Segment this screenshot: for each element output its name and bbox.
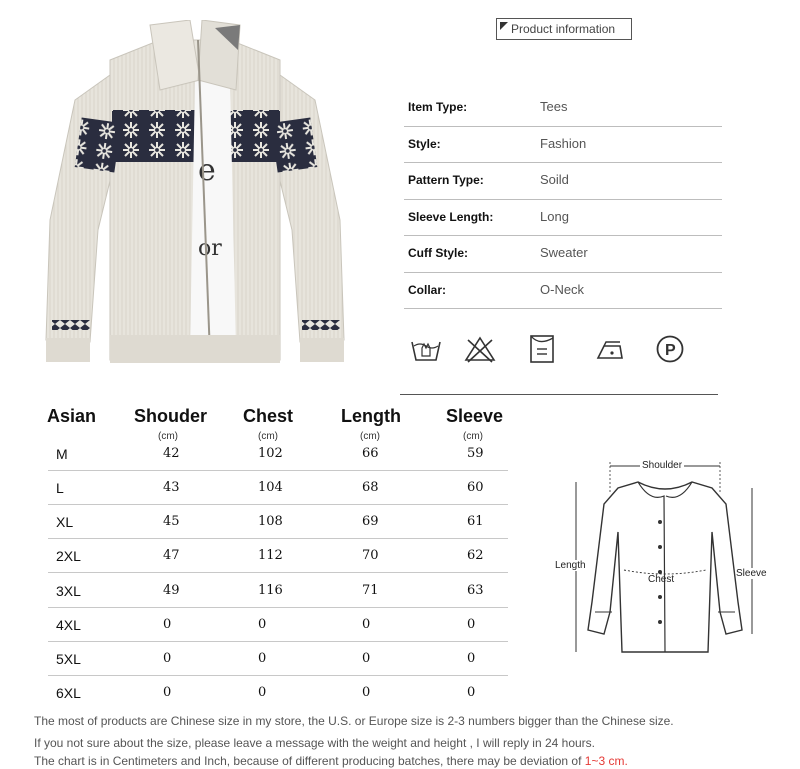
shoulder-label: Shoulder <box>642 460 683 471</box>
row-divider <box>48 572 508 573</box>
svg-text:e: e <box>198 153 216 188</box>
table-cell: 0 <box>258 685 267 700</box>
spec-row-item-type <box>404 90 722 127</box>
size-label: 3XL <box>56 583 81 599</box>
table-cell: 116 <box>258 583 283 598</box>
table-cell: 42 <box>163 446 180 461</box>
table-cell: 0 <box>163 617 172 632</box>
table-cell: 43 <box>163 480 180 495</box>
row-divider <box>48 538 508 539</box>
table-cell: 104 <box>258 480 283 495</box>
spec-label: Pattern Type: <box>408 173 484 187</box>
note-line-1: The most of products are Chinese size in my store, the U.S. or Europe size is 2-3 numbers bigger than the Chinese size. <box>34 714 674 728</box>
spec-row-collar <box>404 273 722 310</box>
spec-value: Fashion <box>540 135 587 151</box>
divider <box>400 394 718 395</box>
column-header-length: Length <box>341 406 401 426</box>
table-cell: 112 <box>258 548 283 563</box>
table-cell: 0 <box>163 685 172 700</box>
table-cell: 49 <box>163 583 180 598</box>
table-cell: 70 <box>362 548 379 563</box>
note-line-2: If you not sure about the size, please leave a message with the weight and height , I will reply in 24 hours. <box>34 736 595 750</box>
product-photo <box>40 20 350 370</box>
table-cell: 0 <box>258 651 267 666</box>
table-cell: 59 <box>467 446 484 461</box>
row-divider <box>48 470 508 471</box>
spec-row-style <box>404 127 722 164</box>
spec-value: Tees <box>540 99 568 114</box>
chest-label: Chest <box>648 574 675 585</box>
table-cell: 47 <box>163 548 180 563</box>
size-label: 5XL <box>56 651 81 667</box>
row-divider <box>48 675 508 676</box>
unit-label: (cm) <box>463 431 483 442</box>
row-divider <box>48 607 508 608</box>
table-cell: 0 <box>163 651 172 666</box>
hand-wash-icon <box>410 334 442 364</box>
spec-row-pattern-type <box>404 163 722 200</box>
table-cell: 60 <box>467 480 484 495</box>
column-header-sleeve: Sleeve <box>446 406 504 426</box>
table-cell: 66 <box>362 446 379 461</box>
row-divider <box>48 504 508 505</box>
table-cell: 61 <box>467 514 484 529</box>
spec-value: Long <box>540 208 569 224</box>
no-bleach-icon <box>464 334 496 364</box>
length-label: Length <box>555 560 586 571</box>
spec-value: O-Neck <box>540 281 585 297</box>
table-cell: 0 <box>362 685 371 700</box>
size-label: M <box>56 446 68 462</box>
row-divider <box>48 641 508 642</box>
table-cell: 0 <box>467 651 476 666</box>
table-cell: 108 <box>258 514 283 529</box>
table-cell: 0 <box>362 617 371 632</box>
iron-low-icon <box>594 334 626 364</box>
dry-clean-p-icon <box>654 334 686 364</box>
note-line-3 <box>34 754 628 768</box>
unit-label: (cm) <box>360 431 380 442</box>
spec-value: Sweater <box>540 245 588 260</box>
table-cell: 69 <box>362 514 379 529</box>
sleeve-label: Sleeve <box>736 568 767 579</box>
spec-label: Collar: <box>408 282 447 297</box>
size-label: 4XL <box>56 617 81 633</box>
spec-label: Item Type: <box>408 100 468 114</box>
table-cell: 0 <box>362 651 371 666</box>
spec-row-sleeve-length <box>404 200 722 237</box>
spec-label: Cuff Style: <box>408 246 468 260</box>
size-label: 6XL <box>56 685 81 701</box>
flag-icon <box>500 22 508 30</box>
size-label: L <box>56 480 64 496</box>
table-cell: 62 <box>467 548 484 563</box>
unit-label: (cm) <box>258 431 278 442</box>
spec-row-cuff-style <box>404 236 722 273</box>
table-cell: 45 <box>163 514 180 529</box>
table-cell: 0 <box>258 617 267 632</box>
table-cell: 63 <box>467 583 484 598</box>
table-cell: 0 <box>467 685 476 700</box>
svg-text:P: P <box>665 342 676 359</box>
measurement-diagram <box>540 452 776 657</box>
table-cell: 68 <box>362 480 379 495</box>
table-cell: 71 <box>362 583 379 598</box>
product-information-badge <box>496 18 632 40</box>
spec-label: Style: <box>408 136 441 151</box>
size-label: XL <box>56 514 74 530</box>
note-line-3-text: The chart is in Centimeters and Inch, because of different producing batches, there may be deviation of <box>34 754 585 768</box>
tumble-dry-icon <box>527 334 559 364</box>
table-cell: 102 <box>258 446 283 461</box>
spec-label: Sleeve Length: <box>408 209 494 224</box>
size-label: 2XL <box>56 548 81 564</box>
spec-value: Soild <box>540 172 569 187</box>
spec-list <box>404 90 722 309</box>
deviation-highlight: 1~3 cm. <box>584 754 628 768</box>
svg-text:or: or <box>198 236 222 261</box>
unit-label: (cm) <box>158 431 178 442</box>
column-header-chest: Chest <box>243 406 294 426</box>
table-cell: 0 <box>467 617 476 632</box>
column-header-shoulder: Shouder <box>134 406 208 426</box>
badge-label: Product information <box>511 22 616 36</box>
column-header-asian: Asian <box>47 406 97 426</box>
